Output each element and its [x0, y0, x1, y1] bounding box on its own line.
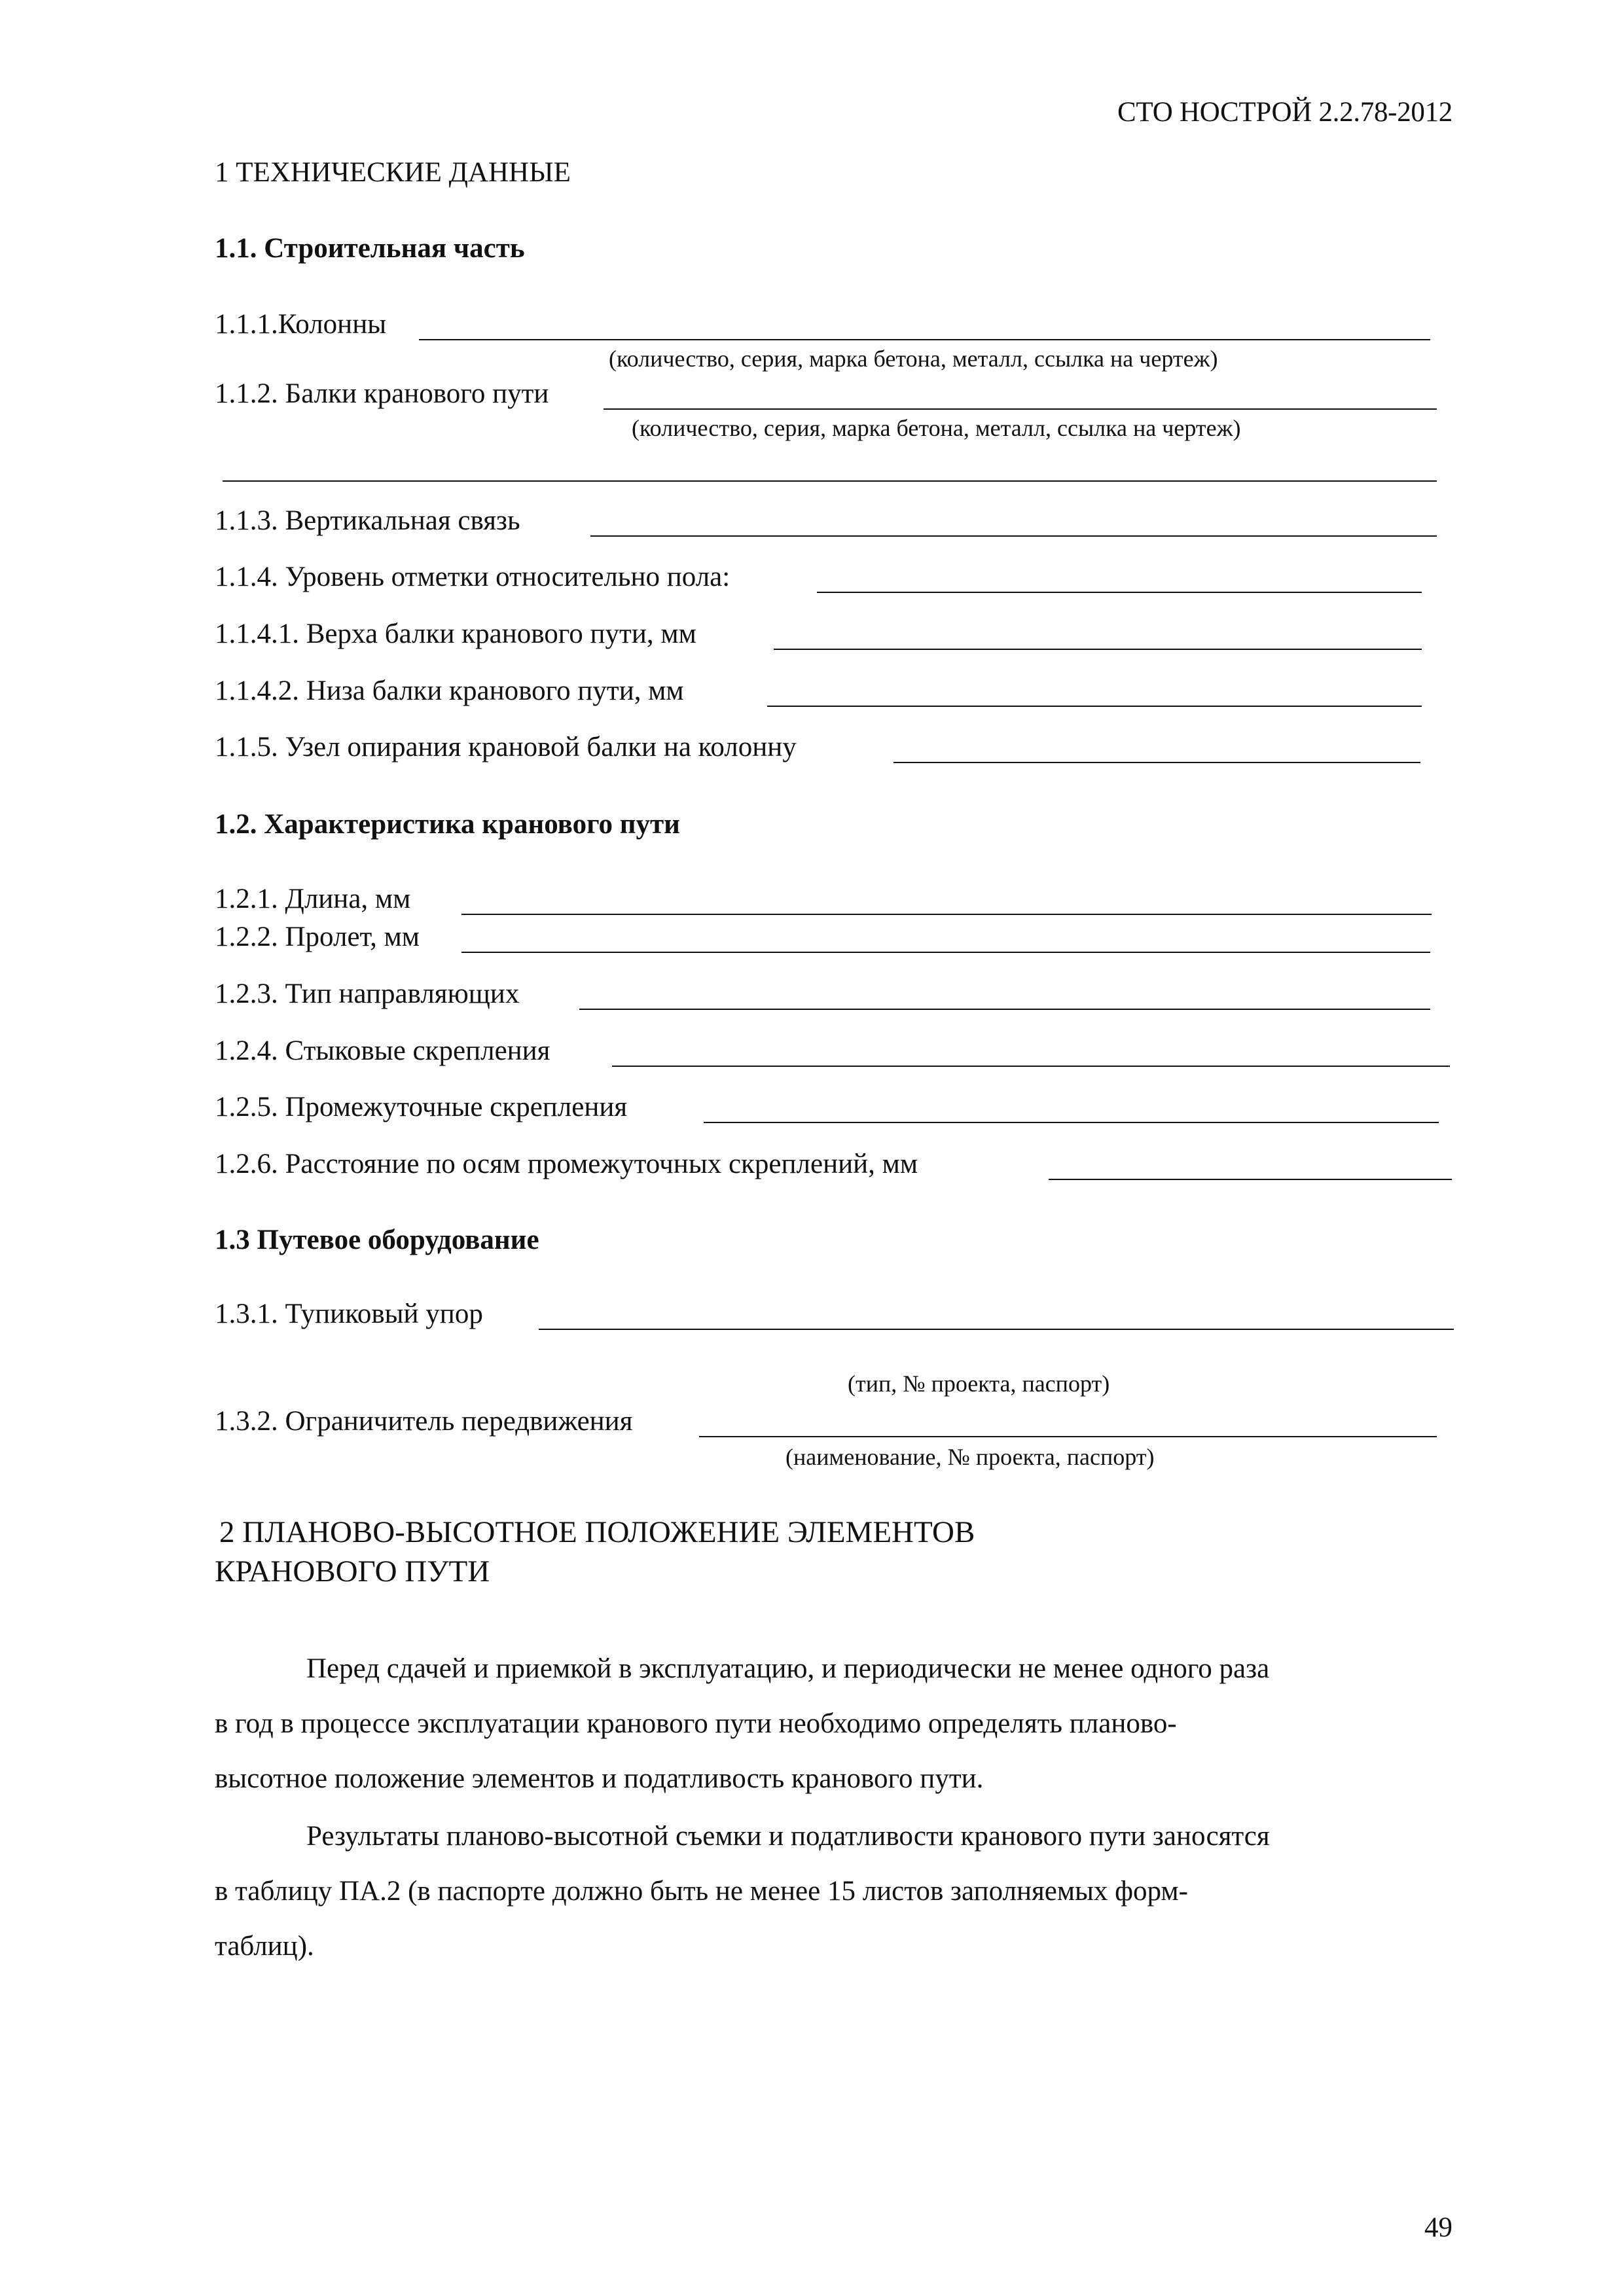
- distance-field[interactable]: [1049, 1179, 1452, 1180]
- section-1-title: 1 ТЕХНИЧЕСКИЕ ДАННЫЕ: [215, 157, 571, 188]
- beams-hint: (количество, серия, марка бетона, металл, ссылка на чертеж): [632, 415, 1241, 441]
- paragraph-1-line3: высотное положение элементов и податливость кранового пути.: [215, 1763, 984, 1794]
- beams-label: 1.1.2. Балки кранового пути: [215, 378, 549, 409]
- subsection-1-1-title: 1.1. Строительная часть: [215, 233, 525, 264]
- limiter-hint: (наименование, № проекта, паспорт): [785, 1444, 1155, 1470]
- support-node-field[interactable]: [893, 762, 1420, 763]
- paragraph-2-line3: таблиц).: [215, 1931, 314, 1962]
- beam-top-field[interactable]: [774, 649, 1422, 650]
- intermediate-field[interactable]: [704, 1122, 1439, 1123]
- beams-field-continued[interactable]: [223, 480, 1437, 482]
- section-2-title-line1: 2 ПЛАНОВО-ВЫСОТНОЕ ПОЛОЖЕНИЕ ЭЛЕМЕНТОВ: [219, 1515, 975, 1549]
- intermediate-label: 1.2.5. Промежуточные скрепления: [215, 1092, 628, 1122]
- level-field[interactable]: [817, 592, 1422, 593]
- support-node-label: 1.1.5. Узел опирания крановой балки на колонну: [215, 732, 797, 762]
- beam-top-label: 1.1.4.1. Верха балки кранового пути, мм: [215, 619, 696, 649]
- end-stop-hint: (тип, № проекта, паспорт): [848, 1371, 1110, 1397]
- guides-field[interactable]: [579, 1009, 1430, 1010]
- paragraph-2-line1: Результаты планово-высотной съемки и податливости кранового пути заносятся: [306, 1821, 1270, 1852]
- subsection-1-2-title: 1.2. Характеристика кранового пути: [215, 809, 680, 840]
- subsection-1-3-title: 1.3 Путевое оборудование: [215, 1225, 539, 1255]
- beams-field[interactable]: [604, 408, 1437, 410]
- span-field[interactable]: [461, 952, 1430, 953]
- page-number: 49: [1424, 2212, 1453, 2243]
- columns-label: 1.1.1.Колонны: [215, 309, 387, 340]
- limiter-field[interactable]: [699, 1436, 1437, 1437]
- document-code: СТО НОСТРОЙ 2.2.78-2012: [1117, 97, 1453, 128]
- beam-bottom-field[interactable]: [767, 706, 1422, 707]
- guides-label: 1.2.3. Тип направляющих: [215, 978, 520, 1009]
- end-stop-field[interactable]: [539, 1329, 1454, 1330]
- joints-label: 1.2.4. Стыковые скрепления: [215, 1035, 550, 1066]
- vertical-bracing-field[interactable]: [590, 535, 1437, 537]
- beam-bottom-label: 1.1.4.2. Низа балки кранового пути, мм: [215, 675, 684, 706]
- level-label: 1.1.4. Уровень отметки относительно пола:: [215, 562, 731, 592]
- paragraph-2-line2: в таблицу ПА.2 (в паспорте должно быть не менее 15 листов заполняемых форм-: [215, 1876, 1188, 1907]
- columns-hint: (количество, серия, марка бетона, металл, ссылка на чертеж): [609, 346, 1218, 372]
- end-stop-label: 1.3.1. Тупиковый упор: [215, 1299, 483, 1329]
- paragraph-1-line2: в год в процессе эксплуатации кранового пути необходимо определять планово-: [215, 1708, 1177, 1739]
- joints-field[interactable]: [612, 1066, 1450, 1067]
- section-2-title-line2: КРАНОВОГО ПУТИ: [215, 1554, 490, 1588]
- limiter-label: 1.3.2. Ограничитель передвижения: [215, 1406, 633, 1437]
- span-label: 1.2.2. Пролет, мм: [215, 922, 420, 952]
- distance-label: 1.2.6. Расстояние по осям промежуточных скреплений, мм: [215, 1149, 918, 1179]
- paragraph-1-line1: Перед сдачей и приемкой в эксплуатацию, и периодически не менее одного раза: [306, 1653, 1270, 1684]
- length-field[interactable]: [461, 914, 1432, 915]
- columns-field[interactable]: [419, 339, 1430, 340]
- length-label: 1.2.1. Длина, мм: [215, 884, 411, 914]
- vertical-bracing-label: 1.1.3. Вертикальная связь: [215, 505, 520, 536]
